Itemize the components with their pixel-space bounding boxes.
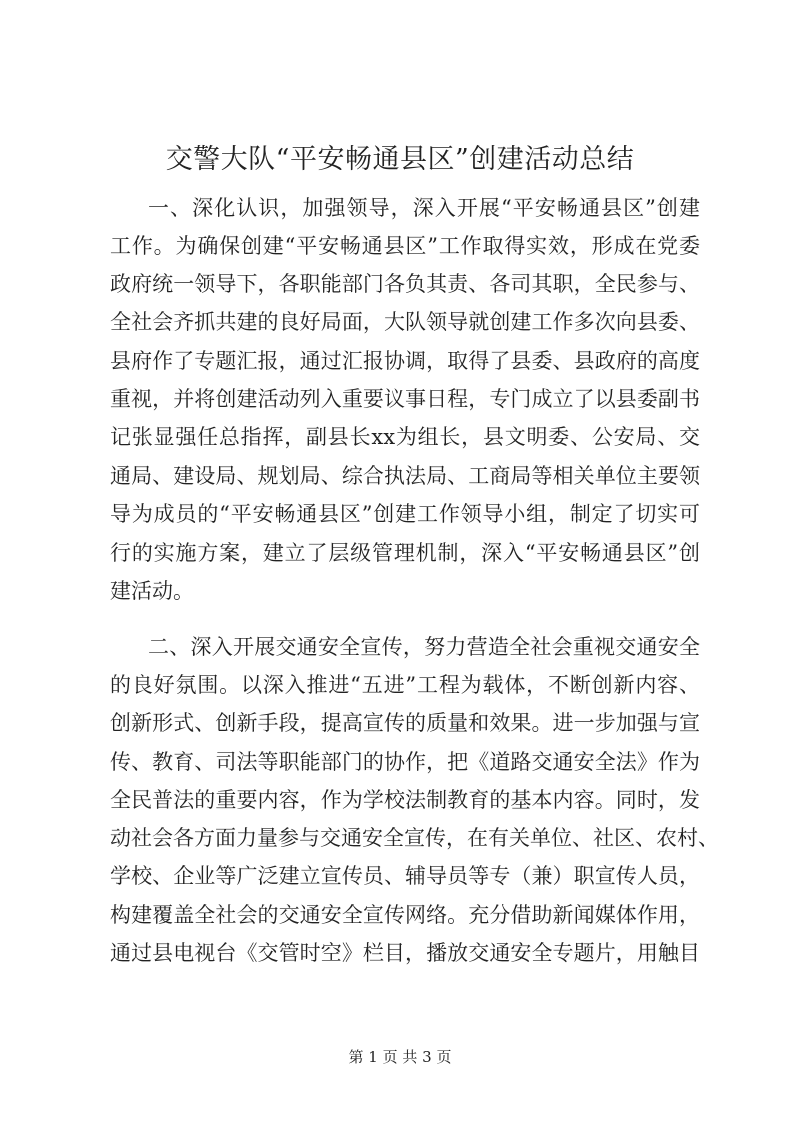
- paragraph-2-line-6: 动社会各方面力量参与交通安全宣传，在有关单位、社区、农村、: [110, 826, 719, 850]
- paragraph-1-line-2: 工作。为确保创建“平安畅通县区”工作取得实效，形成在党委: [110, 234, 700, 258]
- paragraph-2-line-8: 构建覆盖全社会的交通安全宣传网络。充分借助新闻媒体作用，: [110, 903, 700, 927]
- paragraph-2-line-1: 二、深入开展交通安全宣传，努力营造全社会重视交通安全: [148, 635, 700, 659]
- paragraph-1-line-4: 全社会齐抓共建的良好局面，大队领导就创建工作多次向县委、: [110, 310, 700, 334]
- paragraph-2-line-3: 创新形式、创新手段，提高宣传的质量和效果。进一步加强与宣: [110, 711, 700, 735]
- paragraph-2-line-7: 学校、企业等广泛建立宣传员、辅导员等专（兼）职宣传人员，: [110, 864, 700, 888]
- paragraph-2-line-9: 通过县电视台《交管时空》栏目，播放交通安全专题片，用触目: [110, 941, 700, 965]
- paragraph-1-line-6: 重视，并将创建活动列入重要议事日程，专门成立了以县委副书: [110, 387, 700, 411]
- paragraph-2-line-2: 的良好氛围。以深入推进“五进”工程为载体，不断创新内容、: [110, 673, 700, 697]
- page-number-footer: 第 1 页 共 3 页: [348, 1048, 452, 1066]
- paragraph-2-line-5: 全民普法的重要内容，作为学校法制教育的基本内容。同时，发: [110, 788, 700, 812]
- paragraph-2-line-4: 传、教育、司法等职能部门的协作，把《道路交通安全法》作为: [110, 750, 700, 774]
- paragraph-1-line-1: 一、深化认识，加强领导，深入开展“平安畅通县区”创建: [148, 196, 700, 220]
- paragraph-1-line-5: 县府作了专题汇报，通过汇报协调，取得了县委、县政府的高度: [110, 349, 700, 373]
- paragraph-1-line-3: 政府统一领导下，各职能部门各负其责、各司其职，全民参与、: [110, 272, 700, 296]
- paragraph-1-line-10: 行的实施方案，建立了层级管理机制，深入“平安畅通县区”创: [110, 541, 700, 565]
- paragraph-1-line-9: 导为成员的“平安畅通县区”创建工作领导小组，制定了切实可: [110, 502, 700, 526]
- paragraph-1-line-7: 记张显强任总指挥，副县长xx为组长，县文明委、公安局、交: [110, 425, 700, 449]
- document-title: 交警大队“平安畅通县区”创建活动总结: [165, 144, 635, 175]
- paragraph-1-line-8: 通局、建设局、规划局、综合执法局、工商局等相关单位主要领: [110, 464, 700, 488]
- paragraph-1-line-11: 建活动。: [110, 579, 194, 603]
